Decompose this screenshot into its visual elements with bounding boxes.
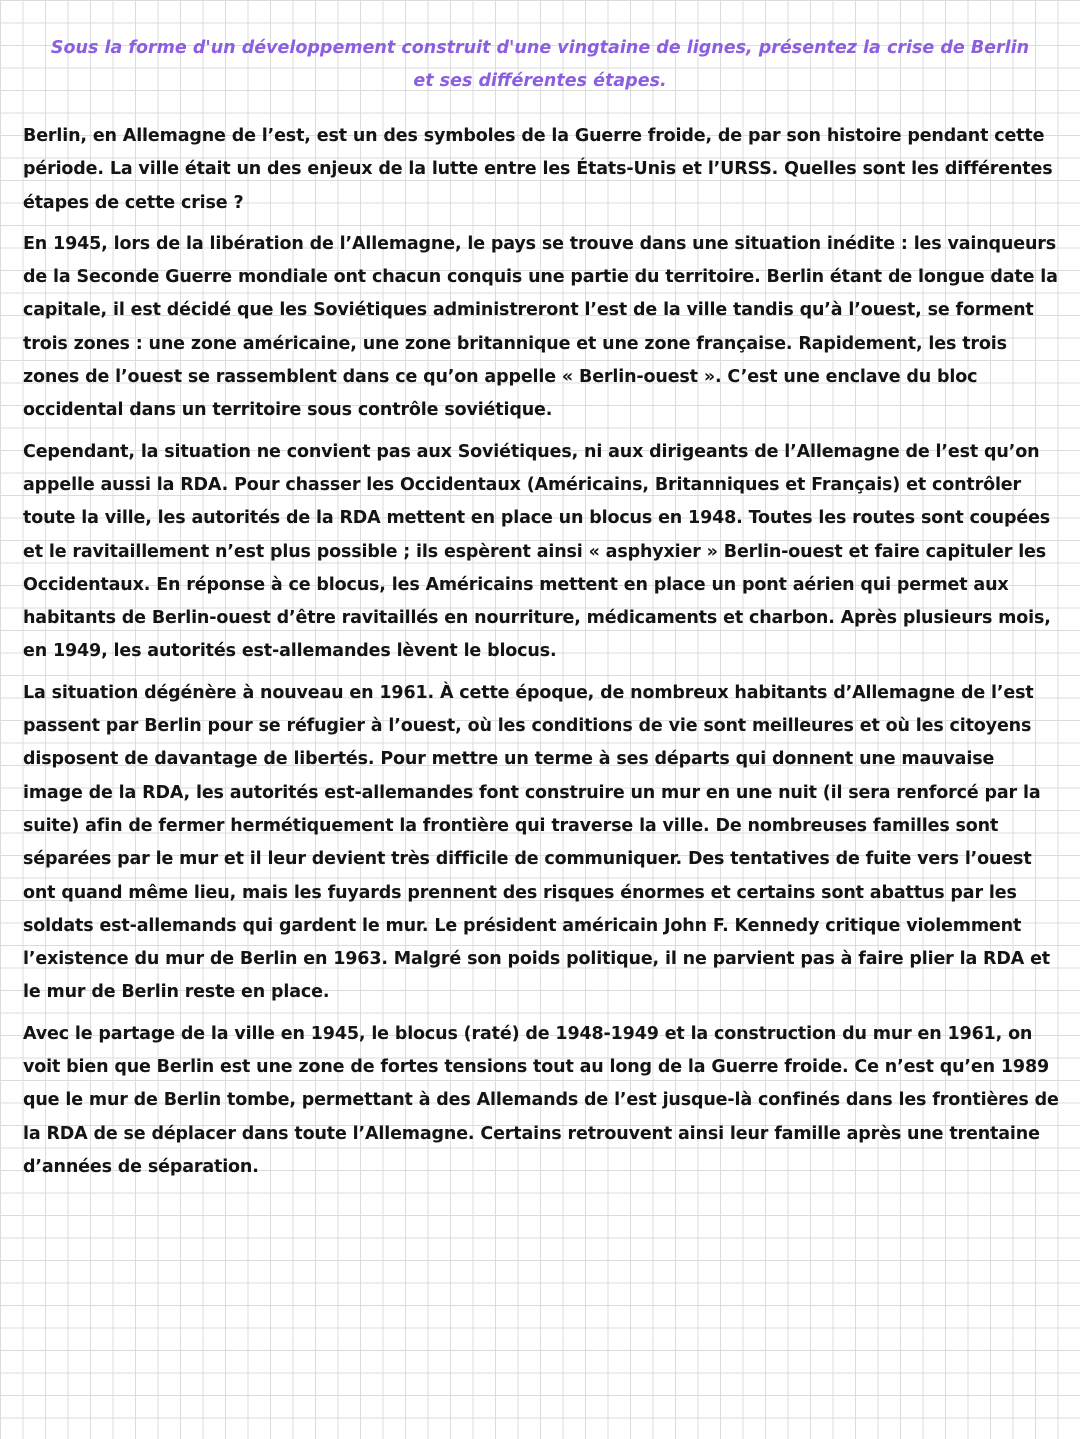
essay-paragraph-conclusion: Avec le partage de la ville en 1945, le blocus (raté) de 1948-1949 et la construction du mur en 1961, on voit bien que Berlin est une zone de fortes tensions tout au long de la Guerre froide. Ce n’est qu’en 1989 que le mur de Berlin tombe, permettant à des Allemands de l’est jusque-là confinés dans les frontières de la RDA de se déplacer dans toute l’Allemagne. Certains retrouvent ainsi leur famille après une trentaine d’années de séparation. (23, 1023, 1059, 1177)
essay-paragraph-1945: En 1945, lors de la libération de l’Allemagne, le pays se trouve dans une situation inédite : les vainqueurs de la Seconde Guerre mondiale ont chacun conquis une partie du territoire. Berlin étant de longue date la capitale, il est décidé que les Soviétiques administreront l’est de la ville tandis qu’à l’ouest, se forment trois zones : une zone américaine, une zone britannique et une zone française. Rapidement, les trois zones de l’ouest se rassemblent dans ce qu’on appelle « Berlin-ouest ». C’est une enclave du bloc occidental dans un territoire sous contrôle soviétique. (23, 233, 1058, 421)
assignment-question: Sous la forme d'un développement construit d'une vingtaine de lignes, présentez la crise de Berlin et ses différentes étapes. (50, 38, 1030, 91)
essay-paragraph-wall: La situation dégénère à nouveau en 1961. À cette époque, de nombreux habitants d’Allemagne de l’est passent par Berlin pour se réfugier à l’ouest, où les conditions de vie sont meilleures et où les citoyens disposent de davantage de libertés. Pour mettre un terme à ses départs qui donnent une mauvaise image de la RDA, les autorités est-allemandes font construire un mur en une nuit (il sera renforcé par la suite) afin de fermer hermétiquement la frontière qui traverse la ville. De nombreuses familles sont séparées par le mur et il leur devient très difficile de communiquer. Des tentatives de fuite vers l’ouest ont quand même lieu, mais les fuyards prennent des risques énormes et certains sont abattus par les soldats est-allemands qui gardent le mur. Le président américain John F. Kennedy critique violemment l’existence du mur de Berlin en 1963. Malgré son poids politique, il ne parvient pas à faire plier la RDA et le mur de Berlin reste en place. (23, 682, 1051, 1003)
essay-body (23, 120, 1059, 1192)
essay-paragraph-blockade: Cependant, la situation ne convient pas aux Soviétiques, ni aux dirigeants de l’Allemagne de l’est qu’on appelle aussi la RDA. Pour chasser les Occidentaux (Américains, Britanniques et Français) et contrôler toute la ville, les autorités de la RDA mettent en place un blocus en 1948. Toutes les routes sont coupées et le ravitaillement n’est plus possible ; ils espèrent ainsi « asphyxier » Berlin-ouest et faire capituler les Occidentaux. En réponse à ce blocus, les Américains mettent en place un pont aérien qui permet aux habitants de Berlin-ouest d’être ravitaillés en nourriture, médicaments et charbon. Après plusieurs mois, en 1949, les autorités est-allemandes lèvent le blocus. (23, 441, 1051, 662)
essay-paragraph-introduction: Berlin, en Allemagne de l’est, est un des symboles de la Guerre froide, de par son histoire pendant cette période. La ville était un des enjeux de la lutte entre les États-Unis et l’URSS. Quelles sont les différentes étapes de cette crise ? (23, 126, 1053, 213)
